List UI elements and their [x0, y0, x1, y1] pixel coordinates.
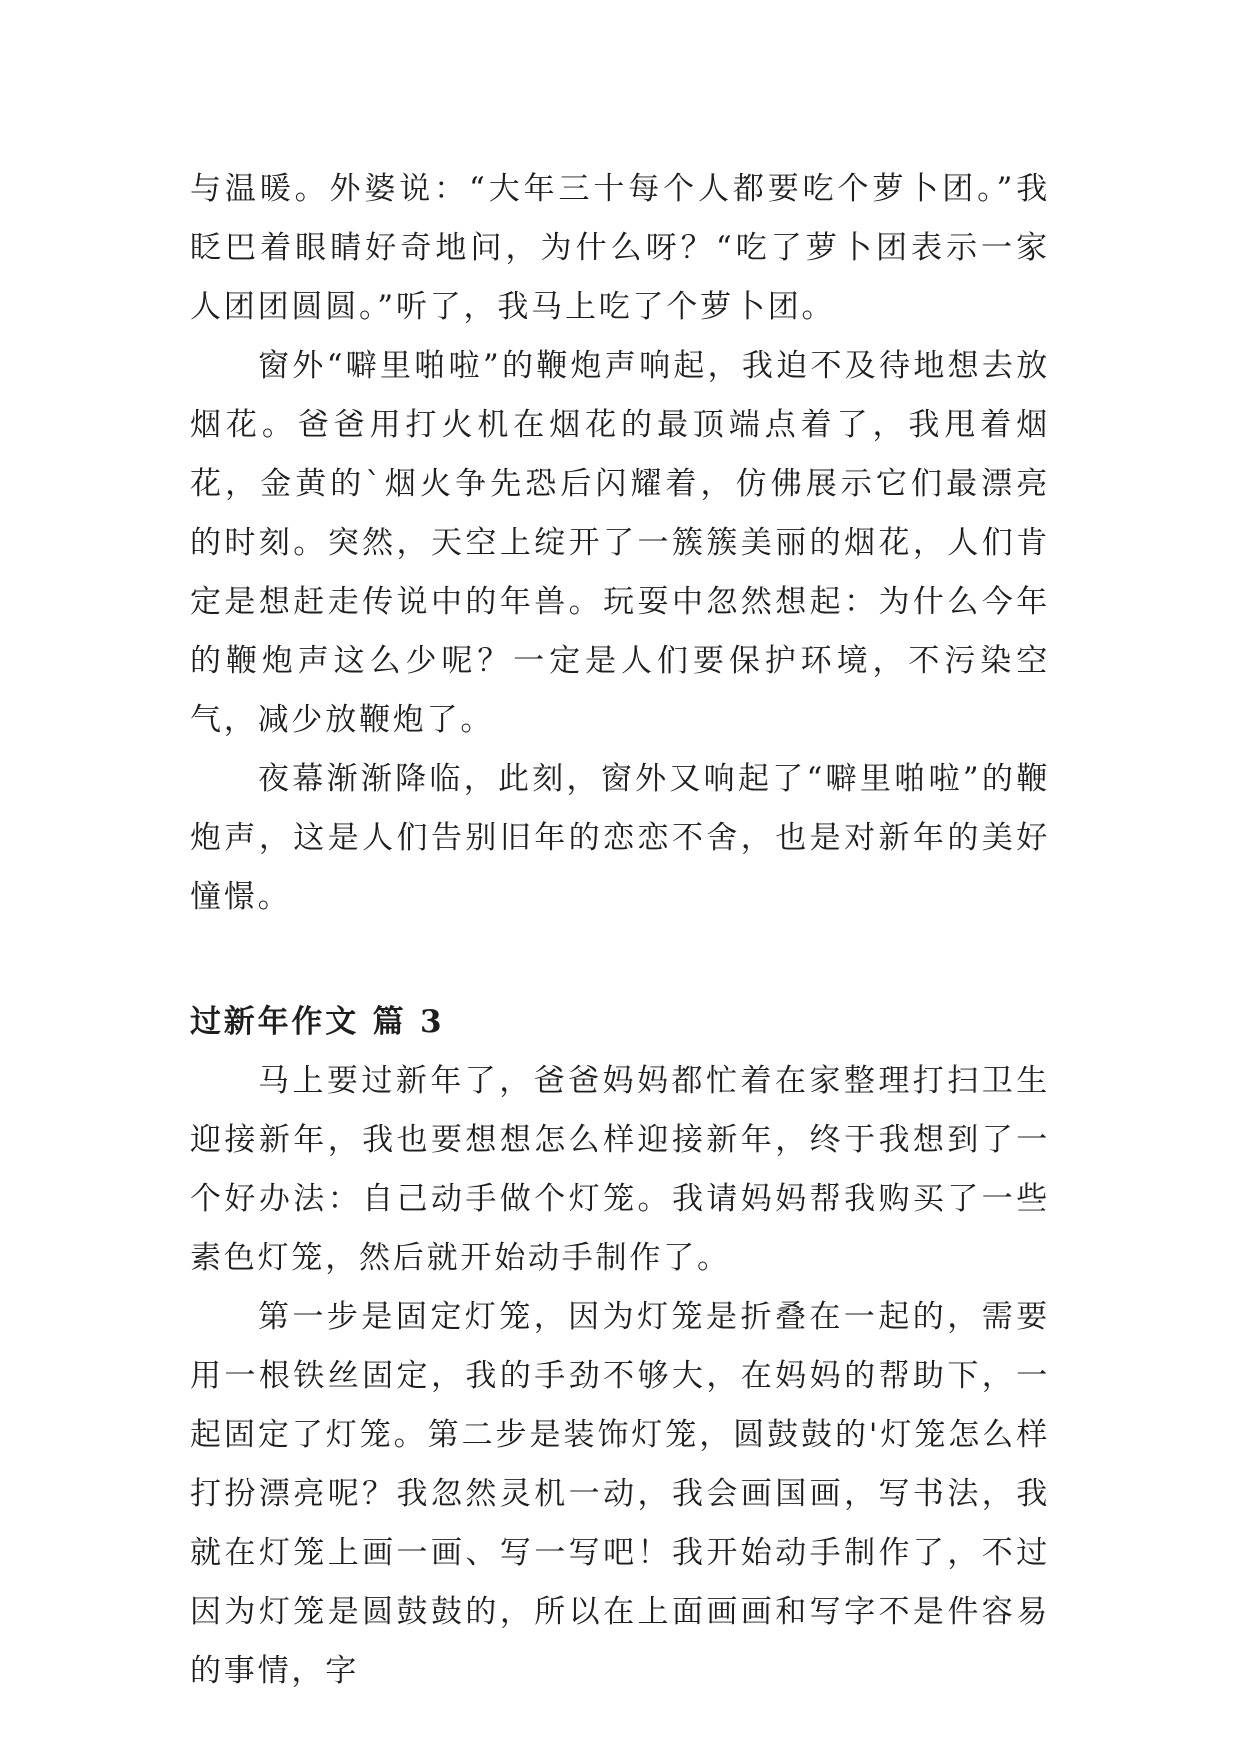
paragraph-lantern-intro: 马上要过新年了，爸爸妈妈都忙着在家整理打扫卫生迎接新年，我也要想想怎么样迎接新年，终于我想到了一个好办法：自己动手做个灯笼。我请妈妈帮我购买了一些素色灯笼，然后就开始动手制作了。: [190, 1063, 1050, 1276]
paragraph-fireworks: 窗外“噼里啪啦”的鞭炮声响起，我迫不及待地想去放烟花。爸爸用打火机在烟花的最顶端点着了，我甩着烟花，金黄的`烟火争先恐后闪耀着，仿佛展示它们最漂亮的时刻。突然，天空上绽开了一簇簇美丽的烟花，人们肯定是想赶走传说中的年兽。玩耍中忽然想起：为什么今年的鞭炮声这么少呢？一定是人们要保护环境，不污染空气，减少放鞭炮了。: [190, 348, 1050, 738]
section-gap: [190, 927, 1050, 993]
paragraph-nightfall: 夜幕渐渐降临，此刻，窗外又响起了“噼里啪啦”的鞭炮声，这是人们告别旧年的恋恋不舍，也是对新年的美好憧憬。: [190, 761, 1050, 915]
document-body: [190, 160, 1050, 1701]
paragraph-lantern-steps: 第一步是固定灯笼，因为灯笼是折叠在一起的，需要用一根铁丝固定，我的手劲不够大，在妈妈的帮助下，一起固定了灯笼。第二步是装饰灯笼，圆鼓鼓的'灯笼怎么样打扮漂亮呢？我忽然灵机一动，我会画国画，写书法，我就在灯笼上画一画、写一写吧！我开始动手制作了，不过因为灯笼是圆鼓鼓的，所以在上面画画和写字不是件容易的事情，字: [190, 1299, 1050, 1689]
paragraph-continuation: 与温暖。外婆说：“大年三十每个人都要吃个萝卜团。”我眨巴着眼睛好奇地问，为什么呀？“吃了萝卜团表示一家人团团圆圆。”听了，我马上吃了个萝卜团。: [190, 171, 1050, 325]
section-title: 过新年作文 篇 3: [190, 1004, 445, 1040]
